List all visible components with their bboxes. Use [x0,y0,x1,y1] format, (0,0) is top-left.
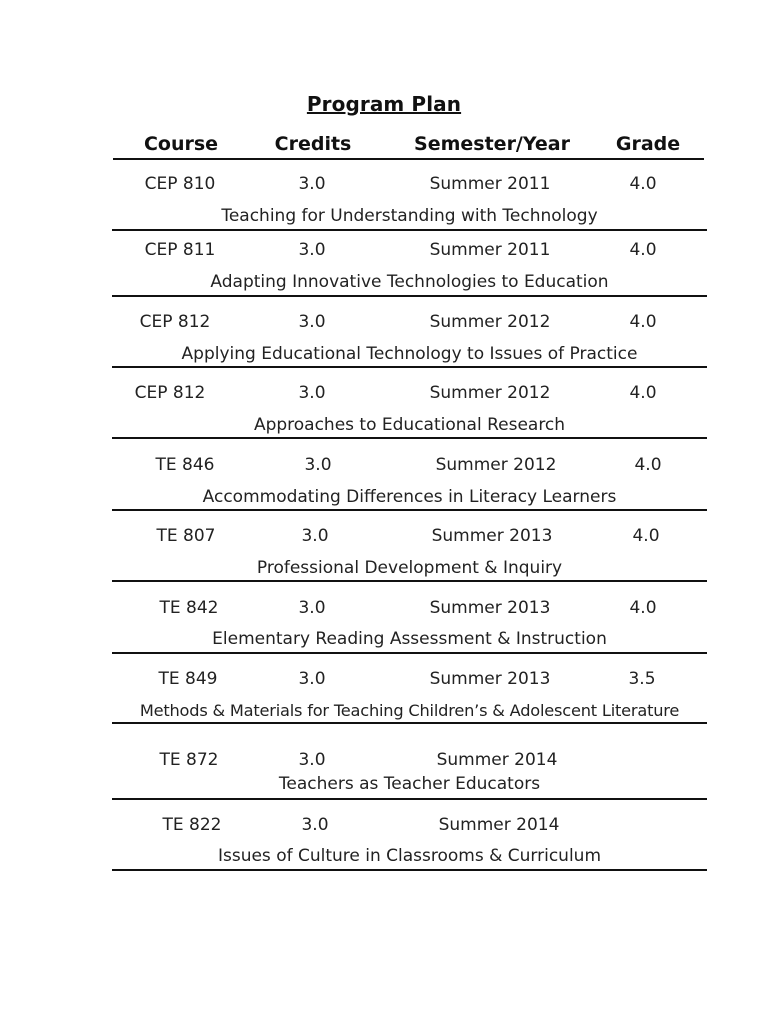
credits-value: 3.0 [298,598,326,618]
table-row [112,724,707,800]
course-code: TE 849 [158,669,218,689]
header-semester-year: Semester/Year [414,133,570,155]
grade-value: 4.0 [632,526,660,546]
table-row [112,368,707,439]
grade-value: 4.0 [629,383,657,403]
semester-year-value: Summer 2012 [429,312,551,332]
course-code: CEP 811 [144,240,216,260]
course-description: Accommodating Differences in Literacy Learners [202,487,617,507]
credits-value: 3.0 [298,312,326,332]
course-description: Methods & Materials for Teaching Children’s & Adolescent Literature [139,701,680,720]
header-grade: Grade [615,133,681,155]
course-description: Teaching for Understanding with Technology [221,206,598,226]
grade-value: 4.0 [629,312,657,332]
course-code: TE 807 [156,526,216,546]
semester-year-value: Summer 2014 [436,750,558,770]
course-description: Elementary Reading Assessment & Instruction [212,629,607,649]
course-description: Adapting Innovative Technologies to Education [210,272,609,292]
credits-value: 3.0 [298,174,326,194]
grade-value: 4.0 [629,240,657,260]
course-code: CEP 810 [144,174,216,194]
credits-value: 3.0 [301,526,329,546]
page-title: Program Plan [306,92,462,116]
course-description: Issues of Culture in Classrooms & Curriculum [217,846,602,866]
grade-value: 4.0 [634,455,662,475]
course-code: CEP 812 [134,383,206,403]
semester-year-value: Summer 2012 [429,383,551,403]
semester-year-value: Summer 2014 [438,815,560,835]
semester-year-value: Summer 2013 [429,598,551,618]
table-row [112,439,707,511]
credits-value: 3.0 [298,383,326,403]
course-code: CEP 812 [139,312,211,332]
course-code: TE 842 [159,598,219,618]
table-header [113,133,704,160]
course-description: Professional Development & Inquiry [256,558,563,578]
table-row [112,160,707,231]
table-row [112,800,707,871]
semester-year-value: Summer 2011 [429,174,551,194]
grade-value: 4.0 [629,174,657,194]
course-description: Approaches to Educational Research [253,415,566,435]
grade-value: 3.5 [628,669,656,689]
course-description: Applying Educational Technology to Issues of Practice [181,344,638,364]
credits-value: 3.0 [298,669,326,689]
semester-year-value: Summer 2013 [431,526,553,546]
header-credits: Credits [274,133,352,155]
table-row [112,511,707,582]
course-description: Teachers as Teacher Educators [278,774,541,794]
table-row [112,582,707,654]
semester-year-value: Summer 2011 [429,240,551,260]
course-code: TE 872 [159,750,219,770]
header-course: Course [143,133,219,155]
credits-value: 3.0 [298,240,326,260]
credits-value: 3.0 [301,815,329,835]
table-row [112,231,707,297]
semester-year-value: Summer 2012 [435,455,557,475]
course-code: TE 846 [155,455,215,475]
credits-value: 3.0 [304,455,332,475]
semester-year-value: Summer 2013 [429,669,551,689]
grade-value: 4.0 [629,598,657,618]
table-row [112,297,707,368]
table-row [112,654,707,724]
course-code: TE 822 [162,815,222,835]
credits-value: 3.0 [298,750,326,770]
